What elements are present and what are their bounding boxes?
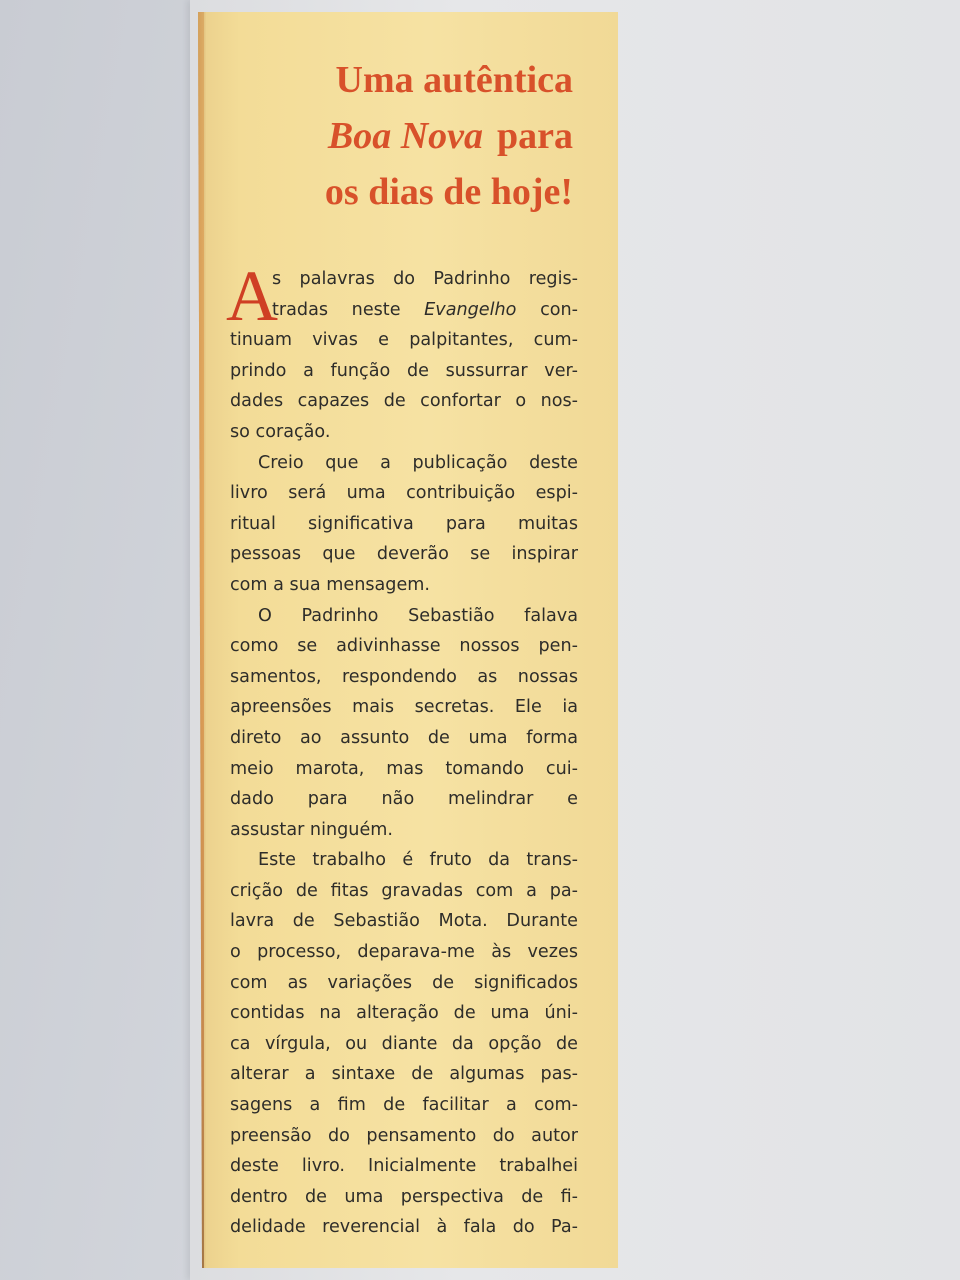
text-line: ca vírgula, ou diante da opção de xyxy=(230,1033,578,1054)
text-line: como se adivinhasse nossos pen- xyxy=(230,636,578,657)
text-line: samentos, respondendo as nossas xyxy=(230,666,578,687)
text-line: deste livro. Inicialmente trabalhei xyxy=(230,1156,578,1177)
text-line: assustar ninguém. xyxy=(230,819,393,840)
text-line: so coração. xyxy=(230,421,331,442)
text-line: direto ao assunto de uma forma xyxy=(230,727,578,748)
title-line-2 xyxy=(228,108,573,164)
title-italic-phrase: Boa Nova xyxy=(327,115,483,157)
text-line: dado para não melindrar e xyxy=(230,789,578,810)
text-run: tradas neste xyxy=(272,299,425,320)
evangelho-italic: Evangelho xyxy=(424,299,517,320)
text-line: prindo a função de sussurrar ver- xyxy=(230,360,578,381)
text-run: con- xyxy=(516,299,579,320)
text-line: com a sua mensagem. xyxy=(230,574,431,595)
text-line: ritual significativa para muitas xyxy=(230,513,578,534)
flap-title xyxy=(228,52,573,220)
text-line: Creio que a publicação deste xyxy=(258,452,578,473)
text-line: s palavras do Padrinho regis- xyxy=(272,269,578,289)
text-line: tinuam vivas e palpitantes, cum- xyxy=(230,330,578,351)
title-line-1: Uma autêntica xyxy=(335,59,573,101)
text-line: com as variações de significados xyxy=(230,972,578,993)
flap-body-text xyxy=(226,256,579,1243)
text-line: lavra de Sebastião Mota. Durante xyxy=(230,911,578,932)
paragraph-2 xyxy=(230,448,578,601)
text-line: contidas na alteração de uma úni- xyxy=(230,1003,578,1024)
text-line: apreensões mais secretas. Ele ia xyxy=(230,697,578,718)
paragraph-3 xyxy=(230,601,578,846)
paragraph-1 xyxy=(226,256,579,448)
text-line: delidade reverencial à fala do Pa- xyxy=(230,1217,578,1238)
text-line: crição de fitas gravadas com a pa- xyxy=(230,880,578,901)
text-line: alterar a sintaxe de algumas pas- xyxy=(230,1064,578,1085)
text-line: o processo, deparava-me às vezes xyxy=(230,942,578,963)
paragraph-4 xyxy=(230,845,578,1243)
text-line xyxy=(230,295,578,326)
text-line: livro será uma contribuição espi- xyxy=(230,483,578,504)
text-line: dentro de uma perspectiva de fi- xyxy=(230,1186,578,1207)
text-line: meio marota, mas tomando cui- xyxy=(230,758,578,779)
text-line: preensão do pensamento do autor xyxy=(230,1125,578,1146)
drop-cap: A xyxy=(226,256,278,336)
text-line: dades capazes de confortar o nos- xyxy=(230,391,578,412)
text-line: sagens a fim de facilitar a com- xyxy=(230,1095,578,1116)
title-line-2-rest: para xyxy=(497,115,573,157)
text-line: Este trabalho é fruto da trans- xyxy=(258,850,578,871)
title-line-3: os dias de hoje! xyxy=(324,171,573,213)
text-line: pessoas que deverão se inspirar xyxy=(230,544,578,565)
text-line: O Padrinho Sebastião falava xyxy=(258,605,578,626)
